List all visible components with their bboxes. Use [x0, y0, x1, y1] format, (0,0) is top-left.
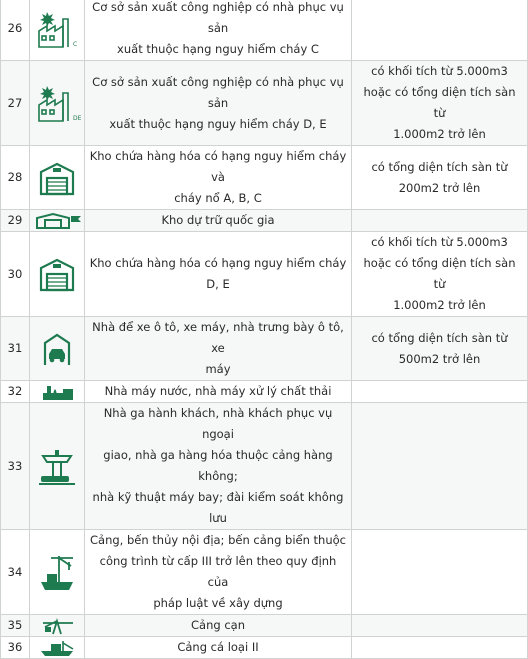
table-row: [1, 0, 528, 61]
description-line: xuất thuộc hạng nguy hiểm cháy C: [117, 42, 319, 56]
condition-line: có tổng diện tích sàn từ: [371, 330, 508, 345]
table-row: [1, 637, 528, 659]
description-line: Kho dự trữ quốc gia: [161, 213, 275, 227]
table-row: [1, 403, 528, 530]
condition-line: 1.000m2 trở lên: [393, 298, 486, 312]
description-line: Kho chứa hàng hóa có hạng nguy hiểm cháy và: [89, 149, 347, 184]
table-row: [1, 530, 528, 615]
description-line: Kho chứa hàng hóa có hạng nguy hiểm cháy D, E: [89, 256, 347, 291]
description-line: xuất thuộc hạng nguy hiểm cháy D, E: [109, 116, 327, 131]
svg-text:C: C: [73, 40, 78, 48]
row-number: 30: [1, 232, 30, 317]
description-line: Cảng cá loại II: [177, 640, 259, 654]
size-condition: [352, 530, 528, 615]
description-line: Nhà máy nước, nhà máy xử lý chất thải: [104, 384, 332, 398]
facility-description: [85, 0, 352, 61]
table-row: [1, 232, 528, 317]
warehouse-abc-icon: [30, 146, 85, 210]
facility-description: [85, 146, 352, 210]
table-row: [1, 317, 528, 381]
facility-description: [85, 530, 352, 615]
table-row: [1, 61, 528, 146]
factory-fire-icon: [30, 61, 85, 146]
port-crane-ship-icon: [30, 530, 85, 615]
table-row: [1, 381, 528, 403]
description-line: giao, nhà ga hàng hóa thuộc cảng hàng không;: [103, 448, 333, 483]
row-number: 26: [1, 0, 30, 61]
description-line: Cơ sở sản xuất công nghiệp có nhà phục vụ sản: [92, 0, 344, 35]
condition-line: 1.000m2 trở lên: [393, 127, 486, 141]
national-reserve-warehouse-icon: [30, 210, 85, 232]
description-line: công trình từ cấp III trở lên theo quy định của: [99, 554, 337, 589]
row-number: 35: [1, 615, 30, 637]
row-number: 36: [1, 637, 30, 659]
condition-line: có khối tích từ 5.000m3: [371, 235, 508, 249]
size-condition: [352, 146, 528, 210]
description-line: cháy nổ A, B, C: [174, 191, 262, 205]
row-number: 29: [1, 210, 30, 232]
size-condition: [352, 0, 528, 61]
description-line: Nhà để xe ô tô, xe máy, nhà trưng bày ô tô, xe: [92, 320, 344, 355]
fishing-port-icon: [30, 637, 85, 659]
description-line: nhà kỹ thuật máy bay; đài kiểm soát không lưu: [92, 490, 344, 525]
description-line: máy: [205, 362, 231, 376]
table-row: [1, 146, 528, 210]
size-condition: [352, 637, 528, 659]
facility-description: [85, 61, 352, 146]
row-number: 31: [1, 317, 30, 381]
condition-line: 200m2 trở lên: [398, 180, 481, 195]
dry-port-crane-icon: [30, 615, 85, 637]
size-condition: [352, 381, 528, 403]
size-condition: [352, 615, 528, 637]
condition-line: có khối tích từ 5.000m3: [371, 64, 508, 78]
facility-description: [85, 637, 352, 659]
facility-description: [85, 615, 352, 637]
row-number: 27: [1, 61, 30, 146]
description-line: Nhà ga hành khách, nhà khách phục vụ ngoại: [103, 406, 333, 441]
size-condition: [352, 403, 528, 530]
facility-description: [85, 232, 352, 317]
table-row: [1, 210, 528, 232]
table-row: [1, 615, 528, 637]
size-condition: [352, 232, 528, 317]
row-number: 34: [1, 530, 30, 615]
description-line: pháp luật về xây dựng: [153, 596, 283, 610]
condition-line: 500m2 trở lên: [398, 351, 481, 366]
condition-line: hoặc có tổng diện tích sàn từ: [363, 85, 516, 120]
description-line: Cảng cạn: [191, 618, 245, 632]
garage-car-icon: [30, 317, 85, 381]
condition-line: có tổng diện tích sàn từ: [371, 159, 508, 174]
water-plant-icon: [30, 381, 85, 403]
row-number: 32: [1, 381, 30, 403]
airport-tower-icon: [30, 403, 85, 530]
size-condition: [352, 210, 528, 232]
factory-fire-icon: [30, 0, 85, 61]
size-condition: [352, 61, 528, 146]
facility-description: [85, 210, 352, 232]
description-line: Cơ sở sản xuất công nghiệp có nhà phục vụ sản: [92, 74, 344, 110]
facility-description: [85, 381, 352, 403]
svg-text:DE: DE: [73, 115, 81, 122]
size-condition: [352, 317, 528, 381]
facility-description: [85, 403, 352, 530]
warehouse-de-icon: [30, 232, 85, 317]
row-number: 28: [1, 146, 30, 210]
facility-description: [85, 317, 352, 381]
condition-line: hoặc có tổng diện tích sàn từ: [363, 256, 516, 291]
row-number: 33: [1, 403, 30, 530]
description-line: Cảng, bến thủy nội địa; bến cảng biển thuộc: [90, 533, 346, 547]
